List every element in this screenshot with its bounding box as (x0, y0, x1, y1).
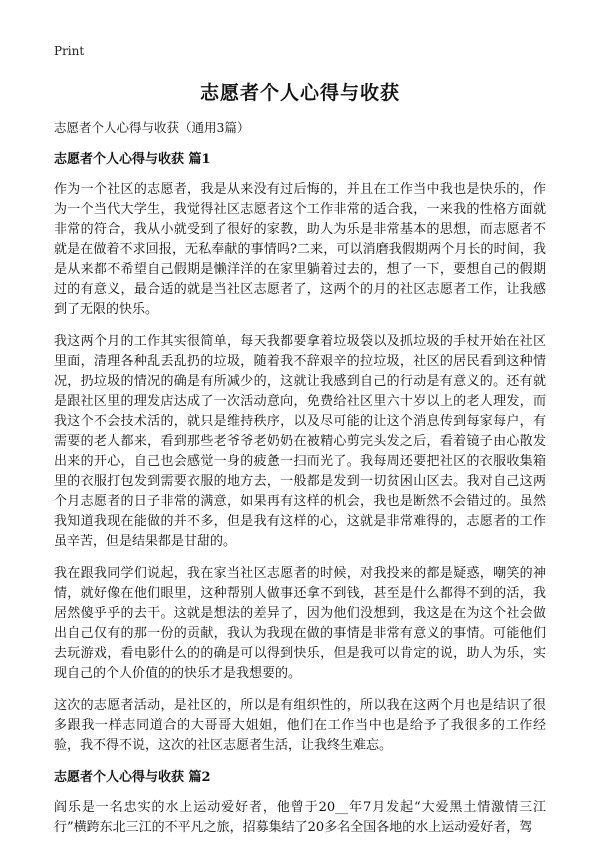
paragraph: 我这两个月的工作其实很简单，每天我都要拿着垃圾袋以及抓垃圾的手杖开始在社区里面，清理各种乱丢乱扔的垃圾，随着我不辞艰辛的拉垃圾，社区的居民看到这种情况，扔垃圾的情况的确是有所减少的，这就让我感到自己的行动是有意义的。还有就是跟社区里的理发店达成了一次活动意向，免费给社区里六十岁以上的老人理发，而我这个不会技术活的，就只是维持秩序，以及尽可能的让这个消息传到每家每户，有需要的老人都来，看到那些老爷爷老奶奶在被精心剪完头发之后，看着镜子由心散发出来的开心，自己也会感觉一身的疲惫一扫而光了。我每周还要把社区的衣服收集箱里的衣服打包发到需要衣服的地方去，一般都是发到一切贫困山区去。我对自己这两个月志愿者的日子非常的满意，如果再有这样的机会，我也是断然不会错过的。虽然我知道我现在能做的并不多，但是我有这样的心，这就是非常难得的，志愿者的工作虽辛苦，但是结果都是甘甜的。 (54, 334, 546, 549)
document-body (54, 150, 546, 850)
paragraph: 这次的志愿者活动，是社区的，所以是有组织性的，所以我在这两个月也是结识了很多跟我一样志同道合的大哥哥大姐姐，他们在工作当中也是给予了我很多的工作经验，我不得不说，这次的社区志愿者生活，让我终生难忘。 (54, 698, 546, 753)
section-heading: 志愿者个人心得与收获 篇1 (54, 152, 211, 167)
paragraph: 作为一个社区的志愿者，我是从来没有过后悔的，并且在工作当中我也是快乐的，作为一个当代大学生，我觉得社区志愿者这个工作非常的适合我，一来我的性格方面就非常的符合，我从小就受到了很好的家教，助人为乐是非常基本的思想，而志愿者不就是在做着不求回报，无私奉献的事情吗?二来，可以消磨我假期两个月长的时间，我是从来都不希望自己假期是懒洋洋的在家里躺着过去的，想了一下，要想自己的假期过的有意义，最合适的就是当社区志愿者了，这两个的月的社区志愿者工作，让我感到了无限的快乐。 (54, 182, 546, 317)
page-title: 志愿者个人心得与收获 (199, 82, 400, 104)
document-subtitle: 志愿者个人心得与收获（通用3篇） (54, 120, 250, 135)
print-link[interactable]: Print (54, 44, 85, 58)
section-heading: 志愿者个人心得与收获 篇2 (54, 770, 211, 785)
paragraph: 阎乐是一名忠实的水上运动爱好者，他曾于20__年7月发起“大爱黑土情激情三江行”横跨东北三江的不平凡之旅，招募集结了20多名全国各地的水上运动爱好者，驾 (54, 800, 546, 835)
paragraph: 我在跟我同学们说起，我在家当社区志愿者的时候，对我投来的都是疑惑，嘲笑的神情，就好像在他们眼里，这种帮别人做事还拿不到钱，甚至是什么都得不到的活，我居然傻乎乎的去干。这就是想法的差异了，因为他们没想到，我这是在为这个社会做出自己仅有的那一份的贡献，我认为我现在做的事情是非常有意义的事情。可能他们去玩游戏，看电影什么的的确是可以得到快乐，但是我可以肯定的说，助人为乐，实现自己的个人价值的的快乐才是我想要的。 (54, 566, 546, 681)
